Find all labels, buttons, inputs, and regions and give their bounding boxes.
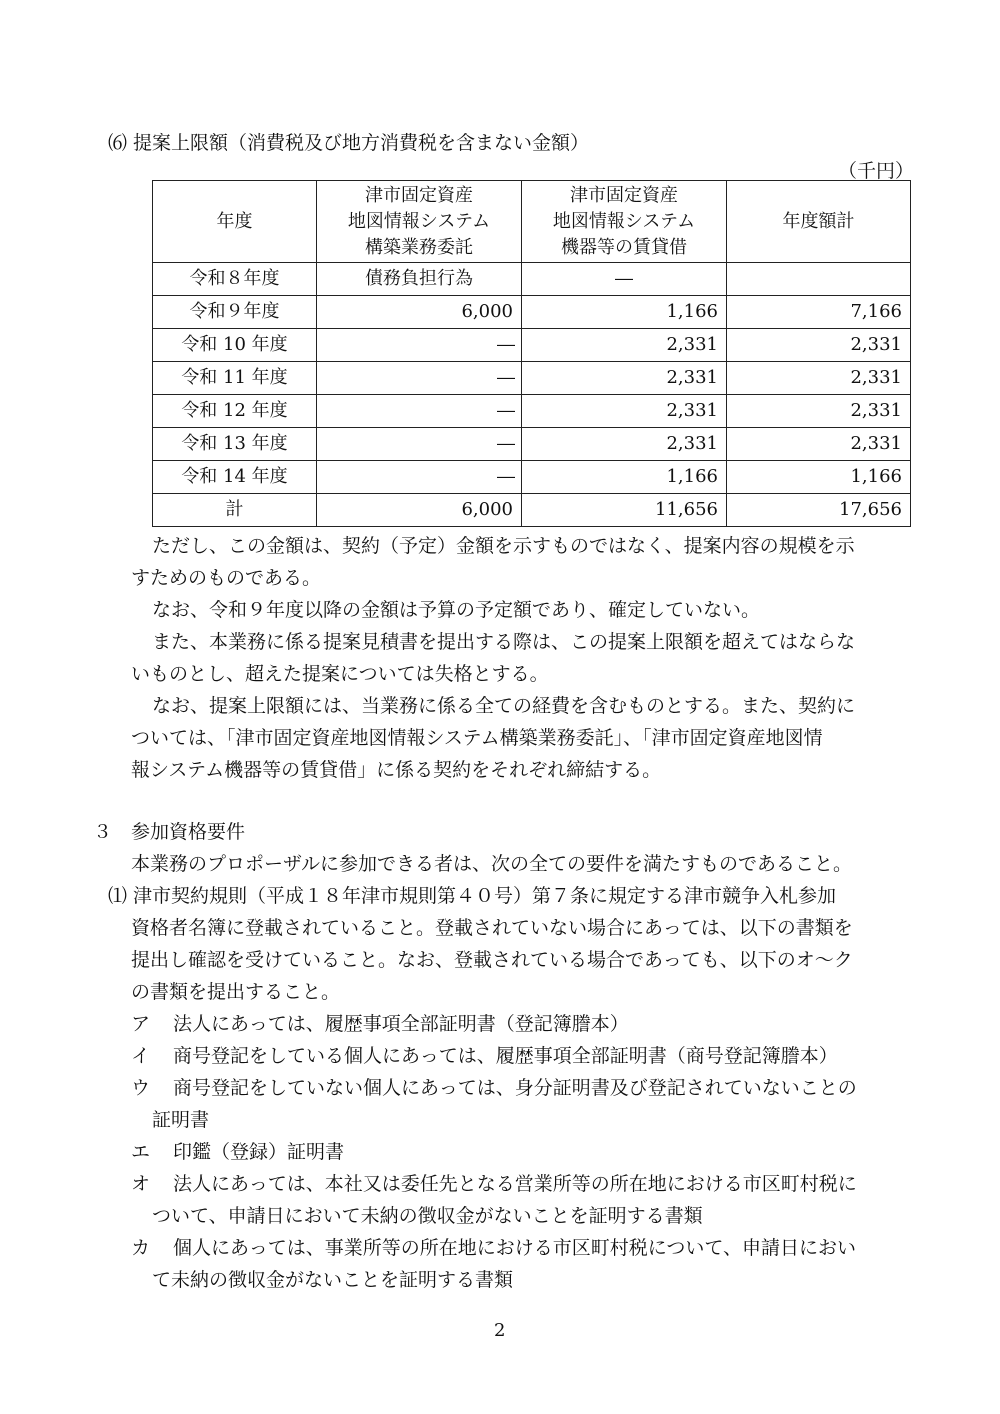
sub-item-text: 印鑑（登録）証明書 (173, 1141, 345, 1163)
item1-line: ⑴ 津市契約規則（平成１８年津市規則第４０号）第７条に規定する津市競争入札参加 (108, 885, 837, 907)
sub-item-text: 個人にあっては、事業所等の所在地における市区町村税について、申請日におい (173, 1237, 857, 1259)
note-line: 報システム機器等の賃貸借」に係る契約をそれぞれ締結する。 (131, 759, 662, 781)
cell-lease: 1,166 (522, 461, 727, 494)
header-year: 年度 (153, 181, 317, 263)
sub-item-text: ついて、申請日において未納の徴収金がないことを証明する書類 (152, 1205, 703, 1227)
note-line: なお、提案上限額には、当業務に係る全ての経費を含むものとする。また、契約に (152, 695, 856, 717)
cell-year: 令和９年度 (153, 296, 317, 329)
cell-lease: 1,166 (522, 296, 727, 329)
cell-year: 計 (153, 494, 317, 527)
cell-total: 2,331 (727, 362, 911, 395)
cell-year: 令和８年度 (153, 263, 317, 296)
header-lease: 津市固定資産 地図情報システム 機器等の賃貸借 (522, 181, 727, 263)
sub-item-mark: ア (131, 1013, 151, 1035)
cell-lease: 2,331 (522, 395, 727, 428)
table-row (153, 263, 911, 296)
note-line: ついては、「津市固定資産地図情報システム構築業務委託」、「津市固定資産地図情 (131, 727, 823, 749)
section-title: 参加資格要件 (131, 821, 246, 843)
cell-year: 令和 11 年度 (153, 362, 317, 395)
table-total-row (153, 494, 911, 527)
cell-year: 令和 13 年度 (153, 428, 317, 461)
sub-item-text: 法人にあっては、本社又は委任先となる営業所等の所在地における市区町村税に (173, 1173, 857, 1195)
cell-total: 7,166 (727, 296, 911, 329)
note-line: また、本業務に係る提案見積書を提出する際は、この提案上限額を超えてはならな (152, 631, 856, 653)
cell-year: 令和 10 年度 (153, 329, 317, 362)
sub-item-mark: カ (131, 1237, 151, 1259)
unit-label: （千円） (838, 160, 915, 182)
note-line: すためのものである。 (131, 567, 322, 589)
table-row (153, 428, 911, 461)
cell-construction: 債務負担行為 (317, 263, 522, 296)
cell-total (727, 263, 911, 296)
sub-item-text: て未納の徴収金がないことを証明する書類 (152, 1269, 514, 1291)
cell-lease: 2,331 (522, 329, 727, 362)
cell-total: 17,656 (727, 494, 911, 527)
sub-item-mark: ウ (131, 1077, 151, 1099)
note-line: ただし、この金額は、契約（予定）金額を示すものではなく、提案内容の規模を示 (152, 535, 855, 557)
budget-table (152, 180, 911, 527)
table-row (153, 395, 911, 428)
cell-construction: 6,000 (317, 296, 522, 329)
item1-line: 提出し確認を受けていること。なお、登載されている場合であっても、以下のオ～ク (131, 949, 853, 971)
cell-total: 2,331 (727, 395, 911, 428)
section-intro: 本業務のプロポーザルに参加できる者は、次の全ての要件を満たすものであること。 (131, 853, 853, 875)
sub-item-mark: エ (131, 1141, 151, 1163)
header-total: 年度額計 (727, 181, 911, 263)
table-header-row (153, 181, 911, 263)
table-row (153, 362, 911, 395)
note-line: いものとし、超えた提案については失格とする。 (131, 663, 549, 685)
cell-construction: ― (317, 428, 522, 461)
cell-total: 2,331 (727, 428, 911, 461)
cell-total: 2,331 (727, 329, 911, 362)
cell-total: 1,166 (727, 461, 911, 494)
sub-item-mark: イ (131, 1045, 151, 1067)
cell-lease: 2,331 (522, 362, 727, 395)
cell-construction: ― (317, 395, 522, 428)
cell-construction: 6,000 (317, 494, 522, 527)
header-construction: 津市固定資産 地図情報システム 構築業務委託 (317, 181, 522, 263)
sub-item-text: 商号登記をしている個人にあっては、履歴事項全部証明書（商号登記簿謄本） (173, 1045, 838, 1067)
table-row (153, 329, 911, 362)
cell-construction: ― (317, 329, 522, 362)
table-row (153, 296, 911, 329)
cell-year: 令和 12 年度 (153, 395, 317, 428)
item1-line: の書類を提出すること。 (131, 981, 341, 1003)
section-number: ３ (93, 821, 113, 843)
sub-item-text: 証明書 (152, 1109, 210, 1131)
cell-lease: 2,331 (522, 428, 727, 461)
page-number: 2 (494, 1320, 506, 1341)
sub-item-mark: オ (131, 1173, 151, 1195)
note-line: なお、令和９年度以降の金額は予算の予定額であり、確定していない。 (152, 599, 761, 621)
item1-line: 資格者名簿に登載されていること。登載されていない場合にあっては、以下の書類を (131, 917, 853, 939)
cell-year: 令和 14 年度 (153, 461, 317, 494)
section-heading: ⑹ 提案上限額（消費税及び地方消費税を含まない金額） (108, 132, 590, 154)
cell-construction: ― (317, 461, 522, 494)
table-row (153, 461, 911, 494)
cell-lease: ― (522, 263, 727, 296)
sub-item-text: 商号登記をしていない個人にあっては、身分証明書及び登記されていないことの (173, 1077, 857, 1099)
cell-lease: 11,656 (522, 494, 727, 527)
cell-construction: ― (317, 362, 522, 395)
sub-item-text: 法人にあっては、履歴事項全部証明書（登記簿謄本） (173, 1013, 629, 1035)
